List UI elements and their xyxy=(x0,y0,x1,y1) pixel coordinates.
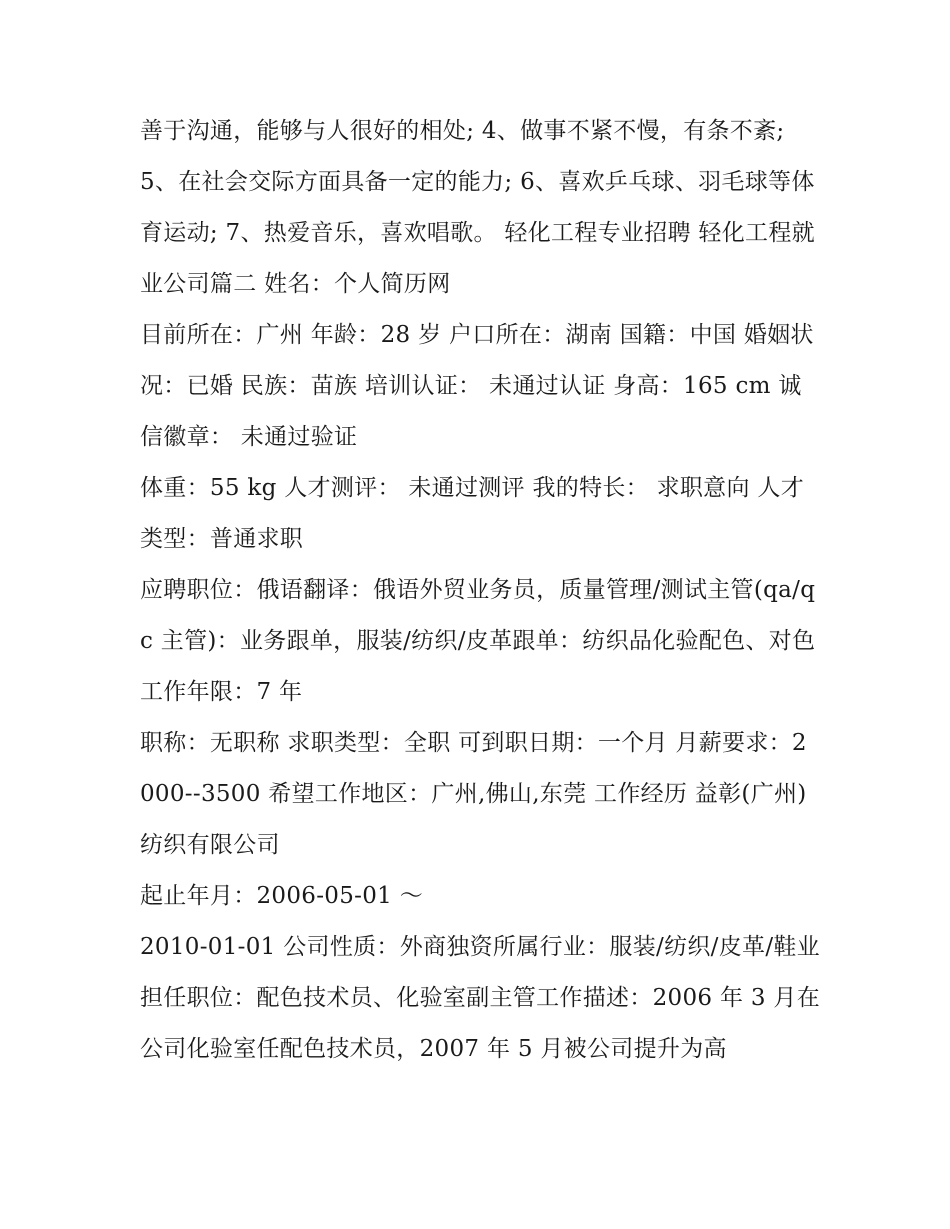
paragraph-1: 善于沟通，能够与人很好的相处; 4、做事不紧不慢，有条不紊; xyxy=(140,118,785,144)
paragraph-2: 5、在社会交际方面具备一定的能力; 6、喜欢乒乓球、羽毛球等体育运动; 7、热爱音乐，喜欢唱歌。 轻化工程专业招聘 轻化工程就业公司篇二 姓名：个人简历网 xyxy=(140,169,815,297)
paragraph-5: 应聘职位：俄语翻译：俄语外贸业务员，质量管理/测试主管(qa/qc 主管)：业务跟单，服装/纺织/皮革跟单：纺织品化验配色、对色 工作年限：7 年 xyxy=(140,577,816,705)
paragraph-6: 职称：无职称 求职类型：全职 可到职日期：一个月 月薪要求：2000--3500 希望工作地区：广州,佛山,东莞 工作经历 益彰(广州)纺织有限公司 xyxy=(140,730,807,858)
document-body xyxy=(140,106,820,1075)
paragraph-7: 起止年月：2006-05-01 ～ xyxy=(140,883,424,909)
paragraph-4: 体重：55 kg 人才测评： 未通过测评 我的特长： 求职意向 人才类型：普通求职 xyxy=(140,475,804,552)
paragraph-3: 目前所在：广州 年龄：28 岁 户口所在：湖南 国籍：中国 婚姻状况：已婚 民族：苗族 培训认证： 未通过认证 身高：165 cm 诚信徽章： 未通过验证 xyxy=(140,322,814,450)
paragraph-8: 2010-01-01 公司性质：外商独资所属行业：服装/纺织/皮革/鞋业担任职位：配色技术员、化验室副主管工作描述：2006 年 3 月在公司化验室任配色技术员，2007 年 5 月被公司提升为高 xyxy=(140,934,820,1062)
